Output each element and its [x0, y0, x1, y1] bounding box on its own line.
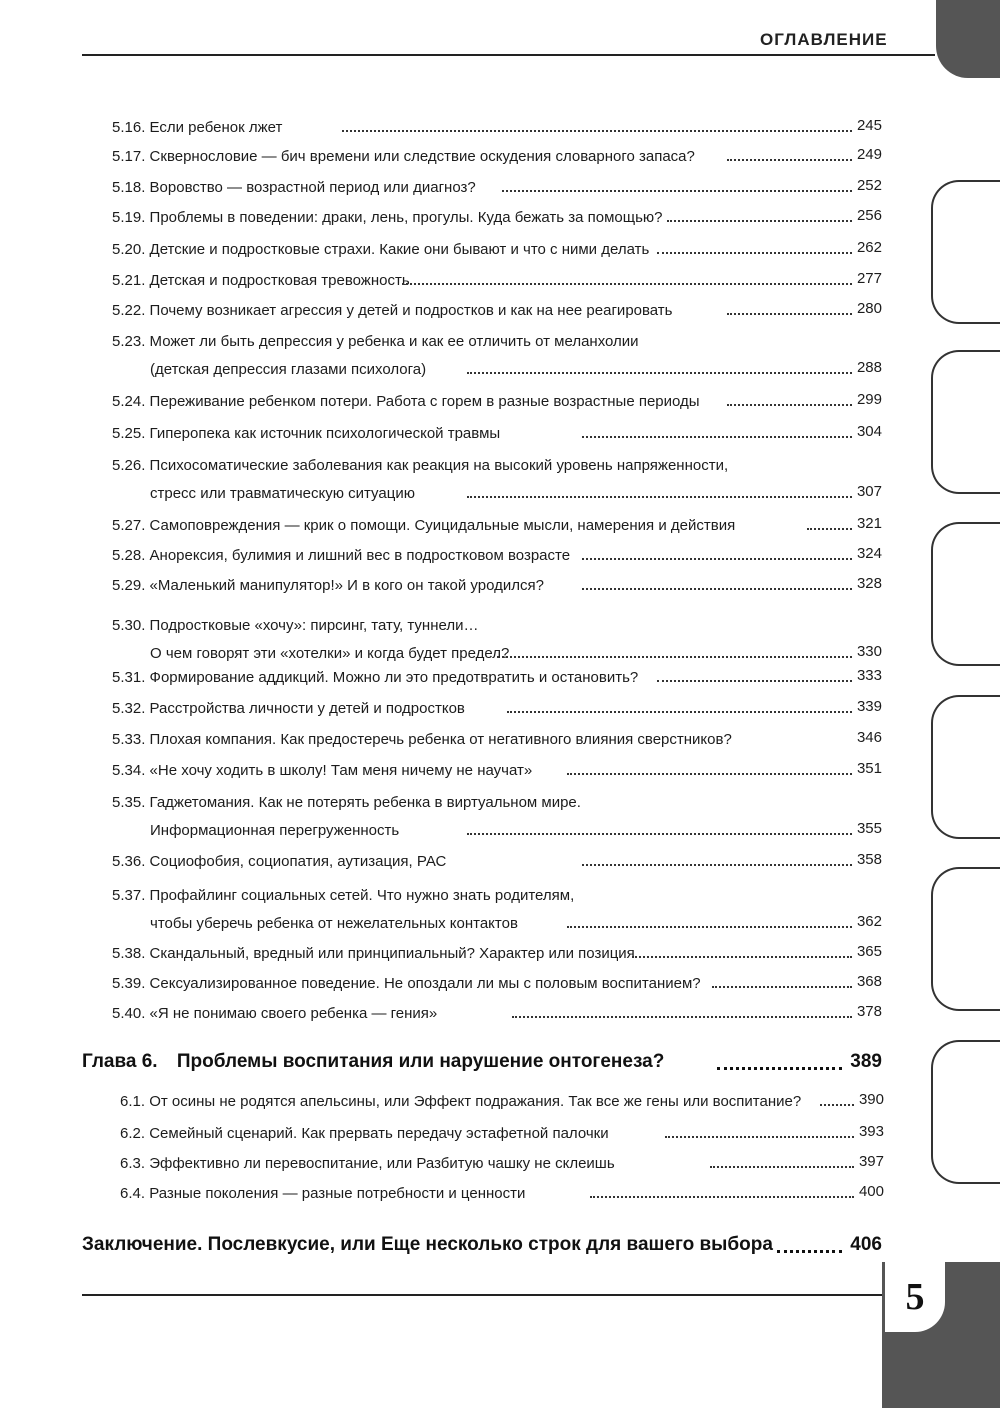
entry-number: 5.37.	[112, 887, 146, 904]
toc-entry[interactable]	[112, 512, 882, 540]
toc-entry[interactable]	[112, 114, 882, 142]
dot-leader	[727, 402, 852, 406]
chapter-label: Глава 6.	[82, 1051, 158, 1072]
toc-entry[interactable]	[112, 328, 882, 384]
dot-leader	[712, 984, 852, 988]
dot-leader	[820, 1102, 854, 1106]
toc-entry[interactable]	[112, 970, 882, 998]
entry-title: Проблемы в поведении: драки, лень, прогулы. Куда бежать за помощью?	[149, 209, 663, 226]
entry-number: 5.20.	[112, 241, 146, 258]
toc-subentry[interactable]	[120, 1088, 884, 1116]
toc-entry[interactable]	[112, 789, 882, 845]
dot-leader	[582, 586, 852, 590]
entry-number: 5.24.	[112, 393, 146, 410]
toc-entry[interactable]	[112, 695, 882, 723]
entry-number: 5.21.	[112, 272, 146, 289]
entry-title: Психосоматические заболевания как реакция на высокий уровень напряженности,	[149, 457, 729, 474]
page-ref: 365	[856, 943, 882, 960]
toc-entry[interactable]	[112, 1000, 882, 1028]
page-ref: 280	[856, 300, 882, 317]
thumb-tab	[931, 180, 1000, 324]
toc-entry[interactable]	[112, 267, 882, 295]
entry-title: Профайлинг социальных сетей. Что нужно знать родителям,	[149, 887, 575, 904]
entry-number: 5.18.	[112, 179, 146, 196]
dot-leader	[512, 1014, 852, 1018]
thumb-tab	[931, 522, 1000, 666]
entry-number: 5.34.	[112, 762, 146, 779]
entry-number: 5.23.	[112, 333, 146, 350]
entry-title: Гаджетомания. Как не потерять ребенка в виртуальном мире.	[149, 794, 581, 811]
entry-title: Формирование аддикций. Можно ли это предотвратить и остановить?	[149, 669, 639, 686]
dot-leader	[342, 128, 852, 132]
entry-title: Воровство — возрастной период или диагноз?	[149, 179, 476, 196]
page-ref: 256	[856, 207, 882, 224]
entry-number: 5.27.	[112, 517, 146, 534]
entry-title: Плохая компания. Как предостеречь ребенка от негативного влияния сверстников?	[149, 731, 732, 748]
entry-number: 6.2.	[120, 1125, 146, 1142]
entry-title: Гиперопека как источник психологической травмы	[149, 425, 501, 442]
entry-number: 5.38.	[112, 945, 146, 962]
dot-leader	[402, 281, 852, 285]
page-ref: 355	[856, 820, 882, 837]
toc-entry[interactable]	[112, 452, 882, 508]
toc-entry[interactable]	[112, 236, 882, 264]
entry-number: 5.32.	[112, 700, 146, 717]
dot-leader	[582, 556, 852, 560]
chapter-title: Проблемы воспитания или нарушение онтогенеза?	[176, 1051, 665, 1072]
corner-tab	[936, 0, 1000, 78]
page-number: 5	[885, 1262, 945, 1332]
page-ref: 328	[856, 575, 882, 592]
dot-leader	[567, 771, 852, 775]
dot-leader	[502, 188, 852, 192]
entry-number: 5.17.	[112, 148, 146, 165]
dot-leader	[727, 157, 852, 161]
dot-leader	[717, 1065, 842, 1070]
dot-leader	[657, 250, 852, 254]
toc-entry[interactable]	[112, 420, 882, 448]
toc-subentry[interactable]	[120, 1150, 884, 1178]
entry-title: Социофобия, социопатия, аутизация, РАС	[149, 853, 447, 870]
entry-title: Расстройства личности у детей и подростков	[149, 700, 465, 717]
thumb-tab	[931, 1040, 1000, 1184]
toc-entry[interactable]	[112, 572, 882, 600]
entry-title: Сквернословие — бич времени или следствие оскудения словарного запаса?	[149, 148, 695, 165]
entry-number: 5.40.	[112, 1005, 146, 1022]
thumb-tab	[931, 867, 1000, 1011]
toc-entry[interactable]	[112, 940, 882, 968]
entry-number: 5.28.	[112, 547, 146, 564]
entry-title-continued: Информационная перегруженность	[150, 822, 400, 839]
page-ref: 330	[856, 643, 882, 660]
dot-leader	[507, 709, 852, 713]
page-ref: 362	[856, 913, 882, 930]
toc-entry[interactable]	[112, 757, 882, 785]
dot-leader	[665, 1134, 854, 1138]
dot-leader	[632, 954, 852, 958]
entry-title: Если ребенок лжет	[149, 119, 283, 136]
page-ref: 288	[856, 359, 882, 376]
chapter-heading[interactable]	[82, 1047, 882, 1077]
page-ref: 262	[856, 239, 882, 256]
entry-number: 5.36.	[112, 853, 146, 870]
toc-entry[interactable]	[112, 542, 882, 570]
page-ref: 245	[856, 117, 882, 134]
toc-entry[interactable]	[112, 204, 882, 232]
entry-title: Почему возникает агрессия у детей и подростков и как на нее реагировать	[149, 302, 673, 319]
entry-number: 6.1.	[120, 1093, 146, 1110]
toc-entry[interactable]	[112, 664, 882, 692]
page-ref: 249	[856, 146, 882, 163]
page-ref: 307	[856, 483, 882, 500]
page-ref: 397	[858, 1153, 884, 1170]
thumb-tab	[931, 350, 1000, 494]
page-ref: 304	[856, 423, 882, 440]
page-ref: 324	[856, 545, 882, 562]
page-ref: 321	[856, 515, 882, 532]
entry-number: 5.26.	[112, 457, 146, 474]
dot-leader	[710, 1164, 854, 1168]
entry-number: 5.35.	[112, 794, 146, 811]
page-ref: 339	[856, 698, 882, 715]
entry-title: От осины не родятся апельсины, или Эффект подражания. Так все же гены или воспитание?	[149, 1093, 802, 1110]
page-ref: 400	[858, 1183, 884, 1200]
page-ref: 378	[856, 1003, 882, 1020]
entry-number: 5.25.	[112, 425, 146, 442]
toc-entry[interactable]	[112, 388, 882, 416]
dot-leader	[497, 654, 852, 658]
page-ref: 351	[856, 760, 882, 777]
dot-leader	[657, 678, 852, 682]
page-ref: 252	[856, 177, 882, 194]
entry-title: «Я не понимаю своего ребенка — гения»	[149, 1005, 438, 1022]
page-ref: 368	[856, 973, 882, 990]
entry-title: Детская и подростковая тревожность	[149, 272, 410, 289]
entry-number: 5.22.	[112, 302, 146, 319]
toc-entry[interactable]	[112, 143, 882, 171]
entry-title: «Маленький манипулятор!» И в кого он такой уродился?	[149, 577, 544, 594]
entry-number: 5.33.	[112, 731, 146, 748]
dot-leader	[582, 434, 852, 438]
page-ref: 390	[858, 1091, 884, 1108]
entry-title: Эффективно ли перевоспитание, или Разбитую чашку не склеишь	[149, 1155, 615, 1172]
thumb-tab	[931, 695, 1000, 839]
entry-title: Самоповреждения — крик о помощи. Суицидальные мысли, намерения и действия	[149, 517, 736, 534]
page-ref: 346	[856, 729, 882, 746]
toc-entry[interactable]	[112, 882, 882, 938]
entry-number: 5.30.	[112, 617, 146, 634]
toc-entry[interactable]	[112, 174, 882, 202]
toc-entry[interactable]	[112, 612, 882, 668]
page-ref: 406	[850, 1234, 882, 1255]
header-rule	[82, 54, 935, 56]
page-ref: 358	[856, 851, 882, 868]
entry-title: Может ли быть депрессия у ребенка и как ее отличить от меланхолии	[149, 333, 639, 350]
toc-entry[interactable]	[112, 726, 882, 754]
entry-title: Сексуализированное поведение. Не опоздали ли мы с половым воспитанием?	[149, 975, 701, 992]
entry-title-continued: чтобы уберечь ребенка от нежелательных контактов	[150, 915, 518, 932]
page-ref: 389	[850, 1051, 882, 1072]
page-ref: 277	[856, 270, 882, 287]
entry-title: Детские и подростковые страхи. Какие они бывают и что с ними делать	[149, 241, 650, 258]
conclusion-title: Заключение. Послевкусие, или Еще несколько строк для вашего выбора	[82, 1234, 773, 1255]
entry-number: 5.29.	[112, 577, 146, 594]
entry-title: Разные поколения — разные потребности и ценности	[149, 1185, 526, 1202]
dot-leader	[467, 494, 852, 498]
entry-number: 5.31.	[112, 669, 146, 686]
dot-leader	[807, 526, 852, 530]
entry-title: Анорексия, булимия и лишний вес в подростковом возрасте	[149, 547, 571, 564]
dot-leader	[777, 1248, 842, 1253]
dot-leader	[467, 370, 852, 374]
page-ref: 333	[856, 667, 882, 684]
toc-subentry[interactable]	[120, 1120, 884, 1148]
entry-title: Подростковые «хочу»: пирсинг, тату, туннели…	[149, 617, 479, 634]
running-header: ОГЛАВЛЕНИЕ	[760, 30, 888, 49]
entry-title-continued: (детская депрессия глазами психолога)	[150, 361, 427, 378]
entry-title: Переживание ребенком потери. Работа с горем в разные возрастные периоды	[149, 393, 700, 410]
page-ref: 299	[856, 391, 882, 408]
dot-leader	[727, 311, 852, 315]
entry-title: Скандальный, вредный или принципиальный? Характер или позиция	[149, 945, 635, 962]
dot-leader	[567, 924, 852, 928]
conclusion-heading[interactable]	[82, 1230, 882, 1260]
entry-number: 5.19.	[112, 209, 146, 226]
entry-number: 6.3.	[120, 1155, 146, 1172]
entry-number: 6.4.	[120, 1185, 146, 1202]
entry-number: 5.16.	[112, 119, 146, 136]
entry-title: Семейный сценарий. Как прервать передачу эстафетной палочки	[149, 1125, 609, 1142]
toc-subentry[interactable]	[120, 1180, 884, 1208]
footer-rule	[82, 1294, 882, 1296]
toc-entry[interactable]	[112, 848, 882, 876]
dot-leader	[667, 218, 852, 222]
entry-number: 5.39.	[112, 975, 146, 992]
entry-title-continued: стресс или травматическую ситуацию	[150, 485, 415, 502]
page-ref: 393	[858, 1123, 884, 1140]
dot-leader	[582, 862, 852, 866]
entry-title: «Не хочу ходить в школу! Там меня ничему не научат»	[149, 762, 533, 779]
toc-entry[interactable]	[112, 297, 882, 325]
dot-leader	[467, 831, 852, 835]
dot-leader	[590, 1194, 854, 1198]
entry-title-continued: О чем говорят эти «хотелки» и когда будет предел?	[150, 645, 510, 662]
